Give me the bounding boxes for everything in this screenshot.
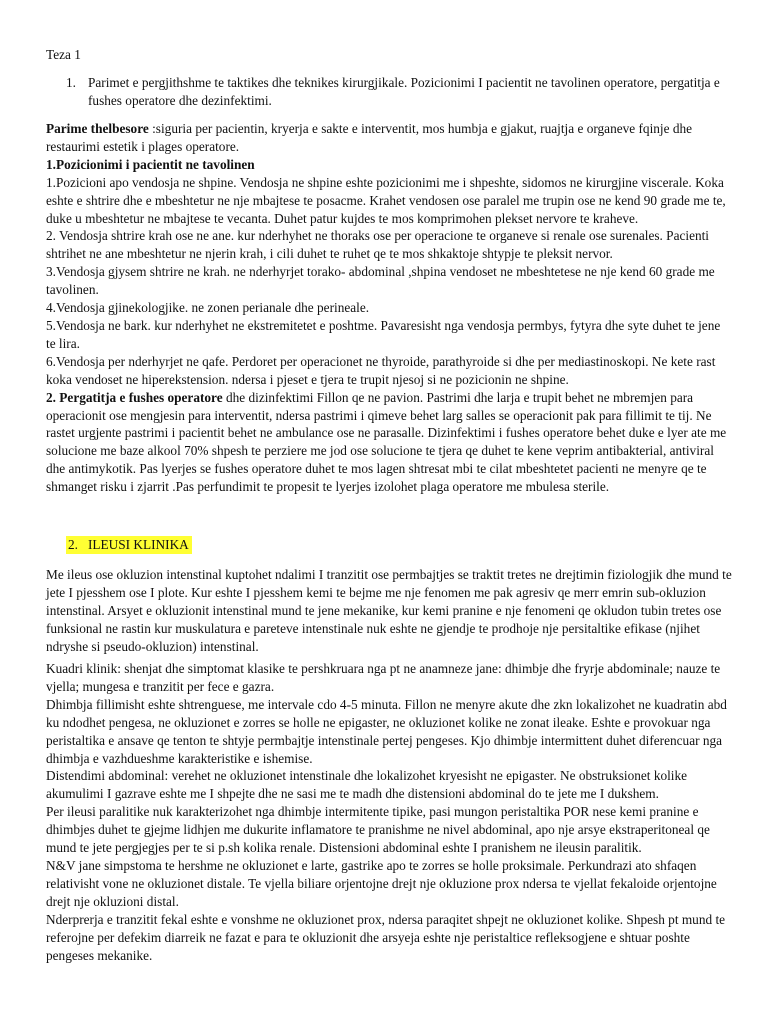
position-paragraph-4: 4.Vendosja gjinekologjike. ne zonen perianale dhe perineale.	[46, 300, 370, 316]
clinical-paragraph-5: N&V jane simpstoma te hershme ne okluzionet e larte, gastrike apo te zorres se holle proksimale. Perkundrazi ato shfaqen relativisht vone ne okluzionet distale. Te vjella biliare orjentojne drejt nje okluzione prox ndersa te vjellat fekaloide orjentojne drejt nje okluzioni distal.	[46, 857, 717, 909]
numbered-item-2	[66, 536, 192, 554]
ileus-intro-section	[46, 566, 732, 656]
item-1-text: Parimet e pergjithshme te taktikes dhe teknikes kirurgjikale. Pozicionimi I pacientit ne tavolinen operatore, pergatitja e fushes operatore dhe dezinfektimi.	[88, 75, 720, 108]
section-2-text: dhe dizinfektimi Fillon qe ne pavion. Pastrimi dhe larja e trupit behet ne mbremjen para operacionit ose mengjesin para interventit, ndersa pastrimi i qimeve behet larg salles se operacionit pak para fillimit te tij. Ne rastet urgjente pastrimi i pacientit behet ne ambulance ose ne parasalle. Dizinfektimi i fushes operatore behet duke e lyer ate me solucione me baze alkool 70% shpesh te perziere me jod ose solucione te tjera qe duhet te kene veprim antibakterial, antiviral dhe antimykotik. Pas lyerjes se fushes operatore duhet te mos lagen shtresat mbi te cilat mbeshtetet pacienti ne menyre qe te shmanget risku i zjarrit .Pas perfundimit te propesit te lyerjes izolohet plaga operatore me mbulesa sterile.	[46, 389, 727, 495]
item-1-number: 1.	[66, 75, 76, 90]
section-1-heading: 1.Pozicionimi i pacientit ne tavolinen	[46, 156, 255, 172]
clinical-section	[46, 660, 732, 964]
numbered-item-1	[66, 74, 726, 110]
section-surgical-principles	[46, 120, 732, 496]
principles-paragraph	[46, 120, 732, 156]
clinical-paragraph-2: Dhimbja fillimisht eshte shtrenguese, me intervale cdo 4-5 minuta. Fillon ne menyre akute dhe zkn lokalizohet ne kuadratin abd ku ndodhet pengesa, ne okluzionet e zorres se holle ne epigaster, ne okluzionet kolike ne zonat ileake. Eshte e provokuar nga peristaltika e ansave qe tenton te shtyje permbajtje intenstinale pertej pengeses. Kjo dhimbje intermittent duhet diferencuar nga dhimbja e vazhdueshme karakteristike e ishemise.	[46, 696, 727, 766]
section-2-paragraph	[46, 389, 732, 496]
principles-label: Parime thelbesore	[46, 121, 149, 136]
position-paragraph-1: 1.Pozicioni apo vendosja ne shpine. Vendosja ne shpine eshte pozicionimi me i shpeshte, sidomos ne kirurgjine viscerale. Koka eshte e shtrire dhe e mbeshtetur ne nje mbajtese te posacme. Krahet vendosen ose paralel me trupin ose ne kend 90 grade me te, duke u mbeshtetur ne mbajtese te vecanta. Duhet patur kujdes te mos komprimohen plekset nervore te kraheve.	[46, 174, 726, 226]
highlighted-heading	[66, 536, 192, 554]
clinical-paragraph-6: Nderprerja e tranzitit fekal eshte e vonshme ne okluzionet prox, ndersa paraqitet shpejt ne okluzionet kolike. Shpesh pt mund te referojne per defekim diarreik ne fazat e para te okluzionit dhe arsyeja eshte nje peristaltice refleksogjene e shtuar poshte pengeses mekanike.	[46, 911, 726, 963]
position-paragraph-5: 5.Vendosja ne bark. kur nderhyhet ne ekstremitetet e poshtme. Pavaresisht nga vendosja permbys, fytyra dhe syte duhet te jene te lira.	[46, 317, 721, 351]
ileus-intro-paragraph: Me ileus ose okluzion intenstinal kuptohet ndalimi I tranzitit ose permbajtjes se traktit tretes ne drejtimin fiziologjik dhe mund te jete I pjesshem ose I plote. Kur eshte I pjesshem kemi te bejme me nje fenomen me pak agresiv qe merr emrin sub-okluzion intenstinal. Arsyet e okluzionit intenstinal mund te jene mekanike, kur kemi pranine e nje fenomeni qe okludon tubin tretes ose funksional ne rastin kur muskulatura e pareteve intenstinale nuk eshte ne gjendje te prodhoje nje persitaltike efikase (njihet ndryshe si pseudo-okluzion) intenstinal.	[46, 567, 732, 654]
principles-text: :siguria per pacientin, kryerja e sakte e interventit, mos humbja e gjakut, ruajtja e organeve fqinje dhe restaurimi estetik i plages operatore.	[46, 121, 693, 154]
position-paragraph-3: 3.Vendosja gjysem shtrire ne krah. ne nderhyrjet torako- abdominal ,shpina vendoset ne mbeshtetese ne nje kend 60 grade me tavolinen.	[46, 264, 715, 298]
clinical-paragraph-4: Per ileusi paralitike nuk karakterizohet nga dhimbje intermitente tipike, pasi mungon peristaltika POR nese kemi pranine e dhimbjes duhet te gjejme lidhjen me dukurite inflamatore te pranishme ne nivel abdominal, apo nje arsye ekstraperitoneal qe mund te jete pergjegjes per te si p.sh kolika renale. Distensioni abdominal eshte I pranishem ne ileusin paralitik.	[46, 804, 710, 856]
clinical-paragraph-3: Distendimi abdominal: verehet ne okluzionet intenstinale dhe lokalizohet kryesisht ne epigaster. Ne obstruksionet kolike akumulimi I gazrave eshte me I shpejte dhe ne sasi me te madh dhe distensioni abdominal do te jete me I dukshem.	[46, 768, 688, 802]
document-title: Teza 1	[46, 47, 81, 62]
position-paragraph-2: 2. Vendosja shtrire krah ose ne ane. kur nderhyhet ne thoraks ose per operacione te organeve si renale ose surenales. Pacienti shtrihet ne ane mbeshtetur ne njerin krah, i cili duhet te ruhet qe te mos shkaktoje shtypje te pleksit nervor.	[46, 228, 710, 262]
item-2-number: 2.	[68, 537, 78, 552]
section-2-label: 2. Pergatitja e fushes operatore	[46, 389, 223, 405]
item-2-text: ILEUSI KLINIKA	[87, 537, 189, 552]
position-paragraph-6: 6.Vendosja per nderhyrjet ne qafe. Perdoret per operacionet ne thyroide, parathyroide si dhe per mediastinoskopi. Ne kete rast koka vendoset ne hiperekstension. ndersa i pjeset e tjera te trupit njesoj si ne pozicionin ne shpine.	[46, 353, 716, 387]
clinical-paragraph-1: Kuadri klinik: shenjat dhe simptomat klasike te pershkruara nga pt ne anamneze jane: dhimbje dhe fryrje abdominale; nauze te vjella; mungesa e tranzitit per fece e gazra.	[46, 661, 721, 694]
